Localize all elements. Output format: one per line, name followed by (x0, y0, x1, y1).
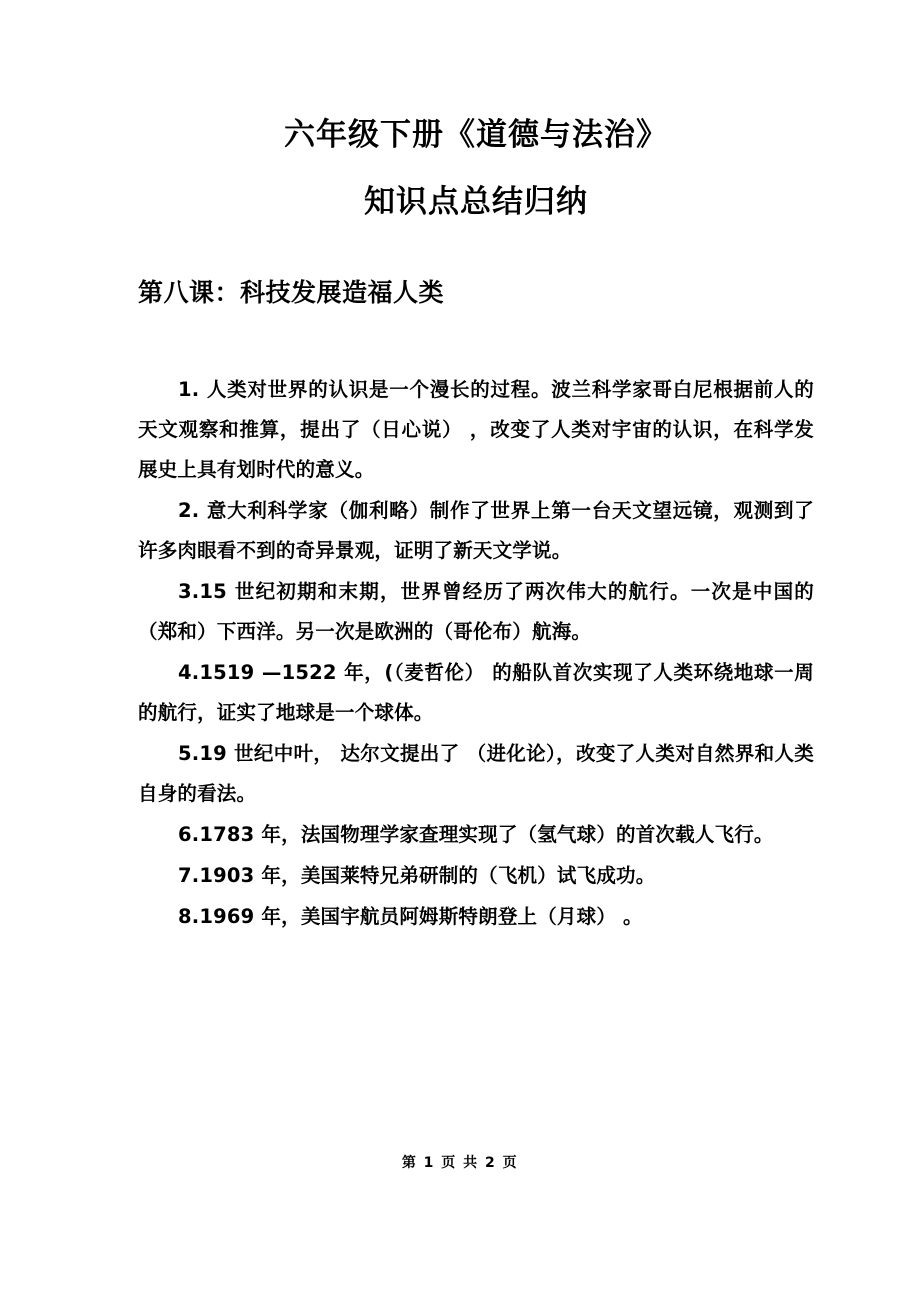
section-heading: 第八课：科技发展造福人类 (138, 278, 445, 307)
document-content (138, 0, 814, 937)
paragraph: 5.19 世纪中叶， 达尔文提出了 （进化论），改变了人类对自然界和人类自身的看法。 (138, 742, 814, 805)
paragraph: 7.1903 年，美国莱特兄弟研制的（飞机）试飞成功。 (178, 864, 656, 887)
paragraph: 8.1969 年，美国宇航员阿姆斯特朗登上（月球） 。 (178, 905, 643, 928)
paragraph: 6.1783 年，法国物理学家查理实现了（氢气球）的首次载人飞行。 (178, 823, 774, 846)
paragraph: 3.15 世纪初期和末期，世界曾经历了两次伟大的航行。一次是中国的（郑和）下西洋。另一次是欧洲的（哥伦布）航海。 (138, 580, 814, 643)
body-text (138, 370, 814, 937)
paragraph: 2. 意大利科学家（伽利略）制作了世界上第一台天文望远镜，观测到了许多肉眼看不到的奇异景观，证明了新天文学说。 (138, 499, 814, 562)
paragraph: 4.1519 —1522 年，(（麦哲伦） 的船队首次实现了人类环绕地球一周的航行，证实了地球是一个球体。 (138, 661, 814, 724)
paragraph: 1. 人类对世界的认识是一个漫长的过程。波兰科学家哥白尼根据前人的天文观察和推算，提出了（日心说） ，改变了人类对宇宙的认识，在科学发展史上具有划时代的意义。 (138, 378, 814, 481)
document-title-line-2: 知识点总结归纳 (364, 184, 588, 220)
document-title-line-1: 六年级下册《道德与法治》 (284, 117, 668, 153)
page-footer: 第 1 页 共 2 页 (401, 1155, 519, 1171)
